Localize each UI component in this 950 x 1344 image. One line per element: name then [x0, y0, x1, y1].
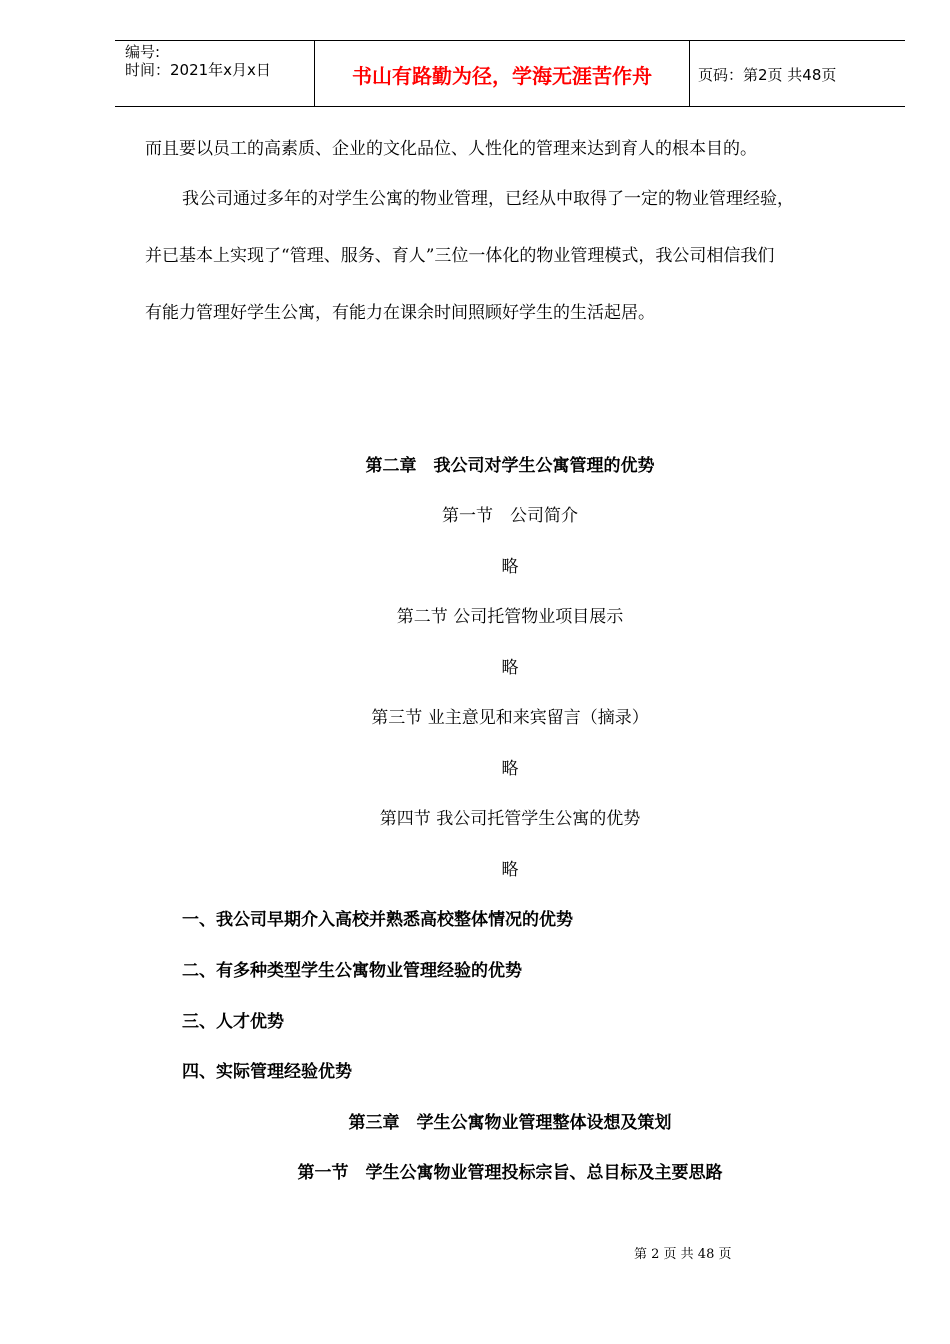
section-body: 略 — [501, 860, 519, 880]
paragraph-line: 并已基本上实现了“管理、服务、育人”三位一体化的物业管理模式，我公司相信我们 — [145, 246, 775, 266]
section-body: 略 — [501, 759, 519, 779]
section-title: 第四节 我公司托管学生公寓的优势 — [379, 809, 641, 829]
document-header — [115, 40, 905, 107]
section-title: 第一节 公司简介 — [442, 506, 578, 526]
advantage-heading: 一、我公司早期介入高校并熟悉高校整体情况的优势 — [182, 910, 573, 930]
section-body: 略 — [501, 557, 519, 577]
motto-text: 书山有路勤为径，学海无涯苦作舟 — [352, 64, 652, 88]
page-footer: 第 2 页 共 48 页 — [634, 1247, 732, 1262]
header-motto-cell — [315, 41, 690, 106]
paragraph-line: 而且要以员工的高素质、企业的文化品位、人性化的管理来达到育人的根本目的。 — [145, 139, 757, 159]
advantage-heading: 三、人才优势 — [182, 1012, 284, 1032]
header-meta-cell — [115, 41, 315, 106]
section-title: 第一节 学生公寓物业管理投标宗旨、总目标及主要思路 — [297, 1163, 723, 1183]
serial-number-label: 编号: — [125, 43, 161, 61]
page-info: 页码：第2页 共48页 — [698, 66, 837, 84]
section-title: 第三节 业主意见和来宾留言（摘录） — [371, 708, 649, 728]
advantage-heading: 四、实际管理经验优势 — [182, 1062, 352, 1082]
chapter-title: 第三章 学生公寓物业管理整体设想及策划 — [348, 1113, 672, 1133]
advantage-heading: 二、有多种类型学生公寓物业管理经验的优势 — [182, 961, 522, 981]
section-body: 略 — [501, 658, 519, 678]
section-title: 第二节 公司托管物业项目展示 — [396, 607, 624, 627]
paragraph-line: 我公司通过多年的对学生公寓的物业管理，已经从中取得了一定的物业管理经验， — [182, 189, 794, 209]
header-page-cell — [690, 41, 905, 106]
chapter-title: 第二章 我公司对学生公寓管理的优势 — [365, 456, 655, 476]
paragraph-line: 有能力管理好学生公寓，有能力在课余时间照顾好学生的生活起居。 — [145, 303, 655, 323]
date-label: 时间：2021年x月x日 — [125, 61, 271, 79]
